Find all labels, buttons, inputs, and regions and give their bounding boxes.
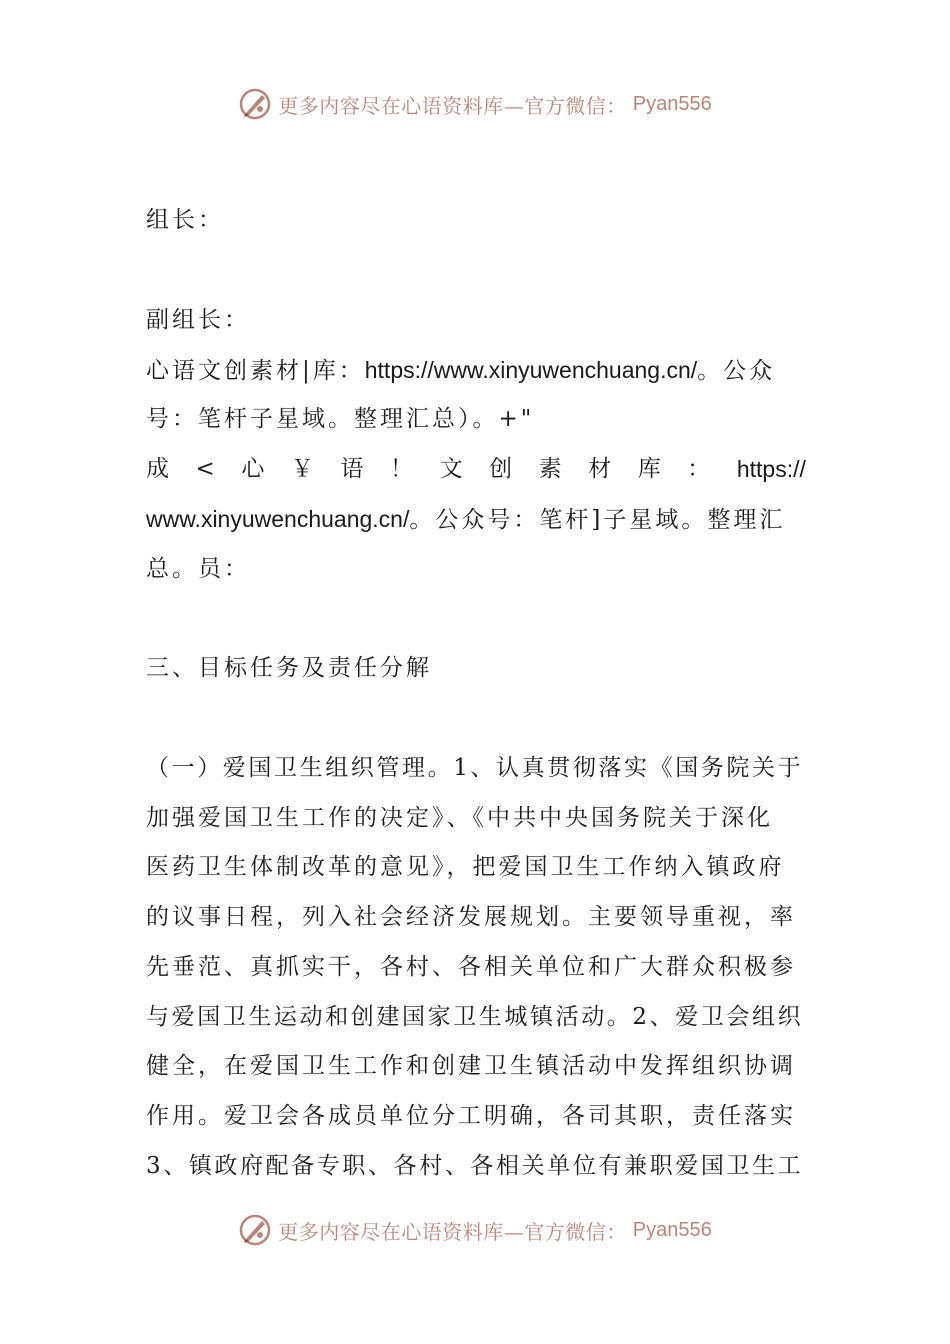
char: ： [687,456,711,482]
text-line-justified [146,454,806,484]
url-text: https:// [736,456,806,482]
text-line: 医药卫生体制改革的意见》，把爱国卫生工作纳入镇政府 [146,854,785,880]
text-line [146,355,806,386]
text-line: 号：笔杆子星域。整理汇总）。+" [146,406,535,432]
text-line: 3、镇政府配备专职、各村、各相关单位有兼职爱国卫生工 [146,1153,804,1179]
text-line: （一）爱国卫生组织管理。1、认真贯彻落实《国务院关于 [146,755,804,781]
char: ！ [390,456,414,482]
pen-seal-icon [238,1213,272,1247]
text-line [146,504,806,535]
section-heading: 三、目标任务及责任分解 [146,655,432,681]
char: 素 [538,456,562,482]
header-banner-text: 更多内容尽在心语资料库—官方微信： [278,93,627,118]
pen-seal-icon [238,87,272,121]
char: 心 [241,456,265,482]
text-line: 与爱国卫生运动和创建国家卫生城镇活动。2、爱卫会组织 [146,1004,804,1030]
footer-banner [0,1208,950,1252]
text-line: 副组长： [146,307,250,333]
char: 库 [637,456,661,482]
text-line: 组长： [146,207,224,233]
char: 文 [439,456,463,482]
footer-wechat-id: Pyan556 [632,1218,712,1241]
char: ￥ [290,456,314,482]
char: 语 [340,456,364,482]
text-fragment: 心语文创素材|库： [146,358,365,384]
text-fragment: 。公众 [697,358,776,384]
header-banner [0,82,950,126]
header-wechat-id: Pyan556 [632,92,712,115]
text-line: 作用。爱卫会各成员单位分工明确，各司其职，责任落实 [146,1103,796,1129]
text-line: 健全，在爱国卫生工作和创建卫生镇活动中发挥组织协调 [146,1053,796,1079]
char: 材 [588,456,612,482]
text-line: 的议事日程，列入社会经济发展规划。主要领导重视，率 [146,904,796,930]
text-line: 总。员： [146,556,250,582]
text-line: 先垂范、真抓实干，各村、各相关单位和广大群众积极参 [146,954,796,980]
footer-banner-text: 更多内容尽在心语资料库—官方微信： [278,1219,627,1244]
url-text: www.xinyuwenchuang.cn/ [146,506,410,532]
char: < [195,456,215,482]
url-text: https://www.xinyuwenchuang.cn/ [364,357,698,383]
text-fragment: 。公众号：笔杆]子星域。整理汇 [409,507,786,533]
char: 创 [489,456,513,482]
text-line: 加强爱国卫生工作的决定》、《中共中央国务院关于深化 [146,805,773,831]
char: 成 [146,456,169,482]
